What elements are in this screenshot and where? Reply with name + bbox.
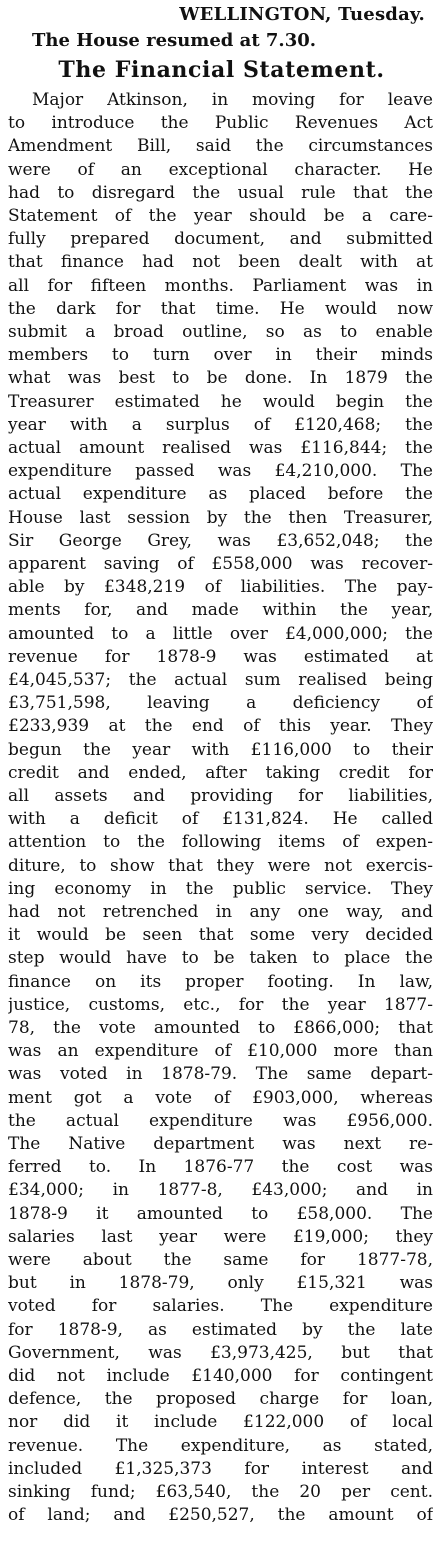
article-line-text: that finance had not been dealt with at bbox=[8, 252, 433, 273]
article-line-text: but in 1878-79, only £15,321 was bbox=[8, 1273, 433, 1294]
article-line bbox=[8, 1155, 433, 1179]
article-line-text: Government, was £3,973,425, but that bbox=[8, 1342, 433, 1363]
article-line bbox=[8, 1294, 433, 1318]
article-line-text: House last session by the then Treasurer, bbox=[8, 507, 433, 528]
article-line bbox=[8, 854, 433, 878]
article-line-text: able by £348,219 of liabilities. The pay- bbox=[8, 577, 433, 598]
article-line-text: Statement of the year should be a care- bbox=[8, 206, 433, 226]
article-line-text: £34,000; in 1877-8, £43,000; and in bbox=[8, 1180, 433, 1201]
article-line bbox=[8, 436, 433, 460]
article-line-text: The Native department was next re- bbox=[8, 1134, 433, 1154]
article-line bbox=[8, 830, 433, 854]
article-line bbox=[8, 1271, 433, 1295]
article-line-text: £3,751,598, leaving a deficiency of bbox=[8, 693, 433, 714]
article-line bbox=[32, 88, 433, 112]
article-line-text: revenue. The expenditure, as stated, bbox=[8, 1435, 433, 1456]
article-line bbox=[8, 297, 433, 321]
article-line bbox=[8, 1039, 433, 1063]
article-line bbox=[8, 738, 433, 762]
article-line-text: had not retrenched in any one way, and bbox=[8, 902, 433, 922]
article-line bbox=[8, 714, 433, 738]
article-line-text: were about the same for 1877-78, bbox=[8, 1250, 433, 1270]
article-line-text: year with a surplus of £120,468; the bbox=[8, 414, 433, 435]
article-line-text: Major Atkinson, in moving for leave bbox=[32, 90, 433, 110]
article-line bbox=[8, 482, 433, 506]
article-line-text: ferred to. In 1876-77 the cost was bbox=[8, 1157, 433, 1178]
article-line bbox=[8, 598, 433, 622]
article-line-text: did not include £140,000 for contingent bbox=[8, 1366, 433, 1386]
article-line bbox=[8, 1178, 433, 1202]
article-line bbox=[8, 1248, 433, 1272]
article-line-text: actual amount realised was £116,844; the bbox=[8, 438, 433, 458]
article-line-text: 1878-9 it amounted to £58,000. The bbox=[8, 1203, 433, 1224]
article-line bbox=[8, 1086, 433, 1110]
article-line-text: was an expenditure of £10,000 more than bbox=[8, 1041, 433, 1062]
article-line bbox=[8, 1202, 433, 1226]
article-line-text: salaries last year were £19,000; they bbox=[8, 1226, 433, 1247]
dateline: WELLINGTON, Tuesday. bbox=[179, 4, 425, 25]
article-line-text: had to disregard the usual rule that the bbox=[8, 182, 433, 203]
article-line bbox=[8, 274, 433, 298]
article-line bbox=[8, 134, 433, 158]
article-line bbox=[8, 645, 433, 669]
article-title: The Financial Statement. bbox=[58, 57, 385, 83]
article-line-text: amounted to a little over £4,000,000; the bbox=[8, 623, 433, 644]
article-line bbox=[8, 1132, 433, 1156]
article-line-text: was voted in 1878-79. The same depart- bbox=[8, 1064, 433, 1085]
article-line bbox=[8, 1341, 433, 1365]
article-line-text: credit and ended, after taking credit for bbox=[8, 762, 433, 783]
article-line-text: expenditure passed was £4,210,000. The bbox=[8, 461, 433, 482]
article-line bbox=[8, 1387, 433, 1411]
article-line-text: fully prepared document, and submitted bbox=[8, 229, 433, 250]
article-line-text: Sir George Grey, was £3,652,048; the bbox=[8, 530, 433, 551]
article-line-text: ments for, and made within the year, bbox=[8, 600, 433, 621]
article-line-text: ing economy in the public service. They bbox=[8, 878, 433, 899]
article-line bbox=[8, 575, 433, 599]
article-line-text: 78, the vote amounted to £866,000; that bbox=[8, 1018, 433, 1038]
article-line bbox=[8, 320, 433, 344]
article-line bbox=[8, 1480, 433, 1504]
article-line-text: the dark for that time. He would now bbox=[8, 298, 433, 319]
article-line bbox=[8, 691, 433, 715]
article-line bbox=[8, 343, 433, 367]
article-line-text: apparent saving of £558,000 was recover- bbox=[8, 554, 433, 574]
article-line-text: it would be seen that some very decided bbox=[8, 925, 433, 946]
article-line-text: were of an exceptional character. He bbox=[8, 159, 433, 180]
article-line bbox=[8, 111, 433, 135]
article-line-text: Amendment Bill, said the circumstances bbox=[8, 136, 433, 157]
article-line-text: submit a broad outline, so as to enable bbox=[8, 322, 433, 342]
article-line bbox=[8, 1318, 433, 1342]
article-line bbox=[8, 181, 433, 205]
article-line bbox=[8, 390, 433, 414]
article-line bbox=[8, 227, 433, 251]
article-line bbox=[8, 459, 433, 483]
article-line-text: all for fifteen months. Parliament was in bbox=[8, 275, 433, 296]
article-line-text: included £1,325,373 for interest and bbox=[8, 1458, 433, 1479]
article-line-text: £233,939 at the end of this year. They bbox=[8, 716, 433, 737]
article-line bbox=[8, 1109, 433, 1133]
article-line-text: what was best to be done. In 1879 the bbox=[8, 368, 433, 389]
article-line bbox=[8, 204, 433, 228]
article-line-text: defence, the proposed charge for loan, bbox=[8, 1389, 433, 1410]
article-line-text: begun the year with £116,000 to their bbox=[8, 739, 433, 760]
article-line-text: with a deficit of £131,824. He called bbox=[8, 809, 433, 830]
article-line bbox=[8, 1225, 433, 1249]
article-line bbox=[8, 1062, 433, 1086]
article-line bbox=[8, 1457, 433, 1481]
article-line-text: finance on its proper footing. In law, bbox=[8, 971, 433, 992]
article-line bbox=[8, 506, 433, 530]
session-note: The House resumed at 7.30. bbox=[32, 30, 317, 51]
article-line bbox=[8, 413, 433, 437]
article-line-text: ment got a vote of £903,000, whereas bbox=[8, 1087, 433, 1108]
article-line bbox=[8, 807, 433, 831]
article-line-text: to introduce the Public Revenues Act bbox=[8, 113, 433, 134]
article-line bbox=[8, 784, 433, 808]
article-line-text: actual expenditure as placed before the bbox=[8, 484, 433, 505]
article-line bbox=[8, 993, 433, 1017]
article-line bbox=[8, 1503, 433, 1527]
article-line-text: nor did it include £122,000 of local bbox=[8, 1412, 433, 1433]
article-line-text: voted for salaries. The expenditure bbox=[8, 1296, 433, 1317]
article-line bbox=[8, 158, 433, 182]
article-line-text: step would have to be taken to place the bbox=[8, 948, 433, 969]
article-line bbox=[8, 877, 433, 901]
article-line-text: attention to the following items of expen- bbox=[8, 832, 433, 853]
article-line bbox=[8, 622, 433, 646]
article-line-text: sinking fund; £63,540, the 20 per cent. bbox=[8, 1482, 433, 1502]
article-line bbox=[8, 900, 433, 924]
article-line-text: £4,045,537; the actual sum realised being bbox=[8, 670, 433, 690]
article-line bbox=[8, 923, 433, 947]
article-line bbox=[8, 552, 433, 576]
article-line bbox=[8, 761, 433, 785]
article-line bbox=[8, 529, 433, 553]
article-line-text: revenue for 1878-9 was estimated at bbox=[8, 646, 433, 667]
article-line bbox=[8, 1016, 433, 1040]
article-line-text: justice, customs, etc., for the year 1877- bbox=[8, 994, 433, 1015]
article-line bbox=[8, 946, 433, 970]
article-line bbox=[8, 1410, 433, 1434]
article-line-text: the actual expenditure was £956,000. bbox=[8, 1110, 433, 1131]
article-line bbox=[8, 970, 433, 994]
article-line-text: members to turn over in their minds bbox=[8, 345, 433, 366]
article-line bbox=[8, 668, 433, 692]
article-line bbox=[8, 1364, 433, 1388]
article-line-text: for 1878-9, as estimated by the late bbox=[8, 1319, 433, 1340]
article-line-text: of land; and £250,527, the amount of bbox=[8, 1505, 433, 1526]
article-line bbox=[8, 1434, 433, 1458]
article-line bbox=[8, 366, 433, 390]
article-line-text: Treasurer estimated he would begin the bbox=[8, 391, 433, 412]
article-line-text: all assets and providing for liabilities, bbox=[8, 786, 433, 806]
article-line-text: diture, to show that they were not exercis- bbox=[8, 855, 433, 876]
article-line bbox=[8, 250, 433, 274]
